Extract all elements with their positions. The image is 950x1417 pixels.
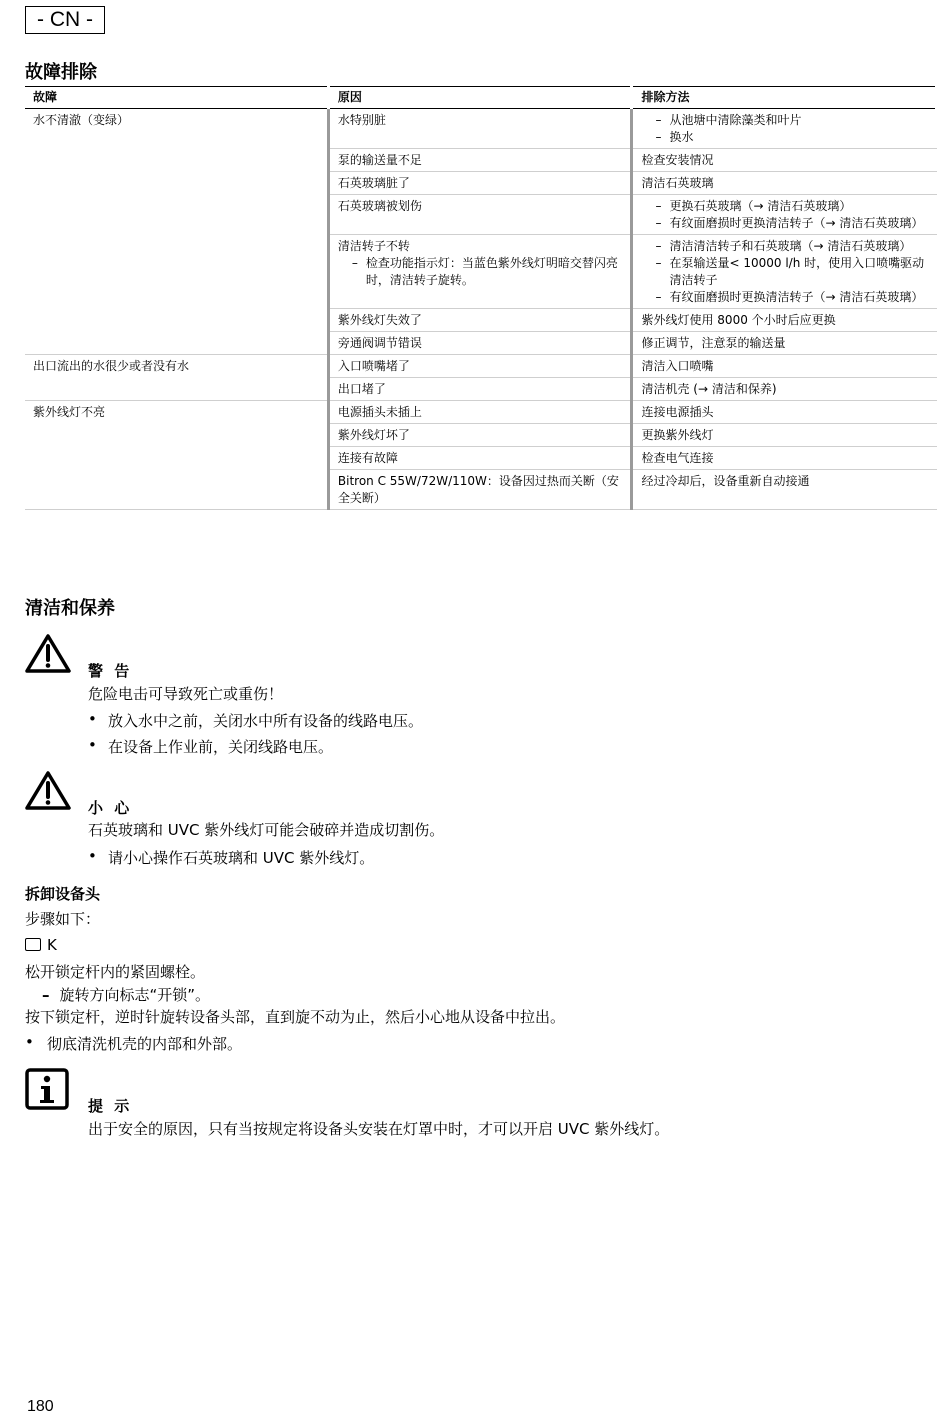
- dismantle-step2: 按下锁定杆，逆时针旋转设备头部，直到旋不动为止，然后小心地从设备中拉出。: [25, 1008, 566, 1026]
- remedy-cell: 修正调节，注意泵的输送量: [632, 332, 937, 355]
- remedy-item: – 清洁清洁转子和石英玻璃（→ 清洁石英玻璃）: [655, 238, 928, 255]
- fault-cell: 紫外线灯不亮: [25, 401, 328, 510]
- warning-bullet: [88, 710, 423, 731]
- checkbox-icon: [25, 938, 41, 951]
- fault-cell: 出口流出的水很少或者没有水: [25, 355, 328, 401]
- dash-icon: –: [42, 986, 50, 1004]
- cause-cell: 水特别脏: [328, 109, 632, 149]
- troubleshooting-title: 故障排除: [25, 62, 97, 83]
- warning-triangle-icon: [25, 633, 71, 673]
- check-label: K: [47, 936, 57, 954]
- warning-bullet: [88, 736, 333, 757]
- column-header-cause: 原因: [328, 87, 632, 109]
- remedy-item: – 从池塘中清除藻类和叶片: [655, 112, 928, 129]
- troubleshooting-table: [25, 86, 938, 510]
- dismantle-bullet: [25, 1033, 242, 1054]
- cause-sub-item: – 检查功能指示灯：当蓝色紫外线灯明暗交替闪亮时，清洁转子旋转。: [352, 255, 623, 289]
- remedy-cell: 清洁入口喷嘴: [632, 355, 937, 378]
- info-icon: [25, 1068, 69, 1110]
- page-number: 180: [27, 1398, 54, 1415]
- note-text: 出于安全的原因，只有当按规定将设备头安装在灯罩中时，才可以开启 UVC 紫外线灯。: [88, 1120, 670, 1138]
- cause-cell: 入口喷嘴堵了: [328, 355, 632, 378]
- caution-bullet-text: 请小心操作石英玻璃和 UVC 紫外线灯。: [108, 849, 375, 867]
- caution-title: 小 心: [88, 799, 133, 817]
- remedy-item: – 更换石英玻璃（→ 清洁石英玻璃）: [655, 198, 928, 215]
- cause-cell: 石英玻璃脏了: [328, 172, 632, 195]
- note-title: 提 示: [88, 1097, 133, 1115]
- cleaning-title: 清洁和保养: [25, 598, 115, 619]
- cause-cell: 电源插头未插上: [328, 401, 632, 424]
- dismantle-title: 拆卸设备头: [25, 885, 101, 903]
- remedy-cell: [632, 109, 937, 149]
- cause-cell: 连接有故障: [328, 447, 632, 470]
- remedy-cell: 紫外线灯使用 8000 个小时后应更换: [632, 309, 937, 332]
- remedy-cell: [632, 235, 937, 309]
- remedy-cell: 经过冷却后，设备重新自动接通: [632, 470, 937, 510]
- bullet-icon: •: [25, 1033, 34, 1051]
- remedy-item: – 换水: [655, 129, 928, 146]
- dismantle-step1: 松开锁定杆内的紧固螺栓。: [25, 963, 206, 981]
- cause-text: 清洁转子不转: [337, 239, 410, 253]
- column-header-fault: 故障: [25, 87, 328, 109]
- warning-text: 危险电击可导致死亡或重伤！: [88, 685, 284, 703]
- warning-title: 警 告: [88, 662, 133, 680]
- caution-bullet: [88, 847, 374, 868]
- column-header-remedy: 排除方法: [632, 87, 937, 109]
- remedy-cell: 连接电源插头: [632, 401, 937, 424]
- cause-cell: 旁通阀调节错误: [328, 332, 632, 355]
- remedy-cell: [632, 195, 937, 235]
- cause-cell: Bitron C 55W/72W/110W：设备因过热而关断（安全关断）: [328, 470, 632, 510]
- caution-triangle-icon: [25, 770, 71, 810]
- language-badge: - CN -: [25, 6, 105, 34]
- caution-text: 石英玻璃和 UVC 紫外线灯可能会破碎并造成切割伤。: [88, 821, 445, 839]
- warning-bullet-text: 放入水中之前，关闭水中所有设备的线路电压。: [108, 712, 424, 730]
- cause-cell: 出口堵了: [328, 378, 632, 401]
- table-header-row: [25, 87, 937, 109]
- dismantle-intro: 步骤如下：: [25, 910, 101, 928]
- cause-cell: 石英玻璃被划伤: [328, 195, 632, 235]
- table-row: [25, 355, 937, 378]
- remedy-cell: 检查电气连接: [632, 447, 937, 470]
- remedy-cell: 检查安装情况: [632, 149, 937, 172]
- table-row: [25, 109, 937, 149]
- remedy-cell: 更换紫外线灯: [632, 424, 937, 447]
- dismantle-step1-sub: [42, 984, 210, 1005]
- remedy-cell: 清洁石英玻璃: [632, 172, 937, 195]
- remedy-cell: 清洁机壳 (→ 清洁和保养): [632, 378, 937, 401]
- remedy-item: – 有纹面磨损时更换清洁转子（→ 清洁石英玻璃）: [655, 215, 928, 232]
- dismantle-bullet-text: 彻底清洗机壳的内部和外部。: [47, 1035, 243, 1053]
- table-row: [25, 401, 937, 424]
- cause-cell: 紫外线灯失效了: [328, 309, 632, 332]
- fault-cell: 水不清澈（变绿）: [25, 109, 328, 355]
- remedy-item: – 在泵输送量< 10000 l/h 时，使用入口喷嘴驱动清洁转子: [655, 255, 928, 289]
- remedy-item: – 有纹面磨损时更换清洁转子（→ 清洁石英玻璃）: [655, 289, 928, 306]
- cause-cell: [328, 235, 632, 309]
- dismantle-step1-sub-text: 旋转方向标志“开锁”。: [59, 986, 211, 1004]
- warning-bullet-text: 在设备上作业前，关闭线路电压。: [108, 738, 334, 756]
- dismantle-check: [25, 936, 57, 954]
- cause-cell: 泵的输送量不足: [328, 149, 632, 172]
- cause-cell: 紫外线灯坏了: [328, 424, 632, 447]
